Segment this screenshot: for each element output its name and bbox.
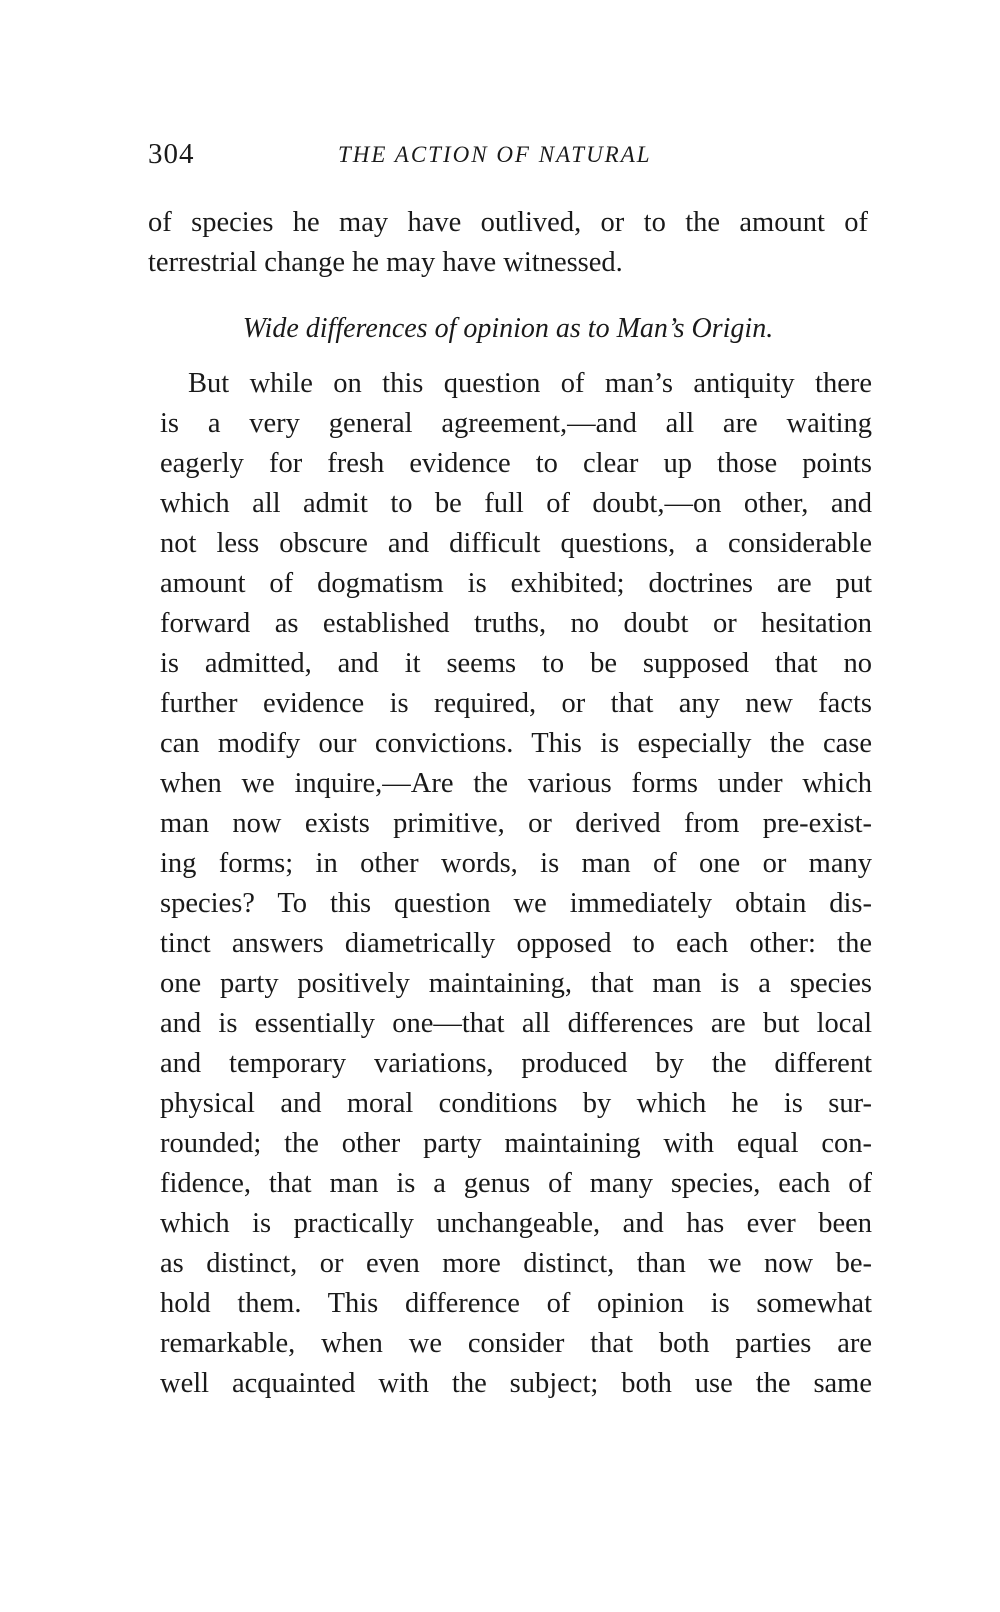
text-line: rounded; the other party maintaining with equal con- xyxy=(160,1128,872,1159)
section-heading: Wide differences of opinion as to Man’s Origin. xyxy=(242,313,774,344)
text-line: man now exists primitive, or derived from pre-exist- xyxy=(160,808,872,839)
text-line: amount of dogmatism is exhibited; doctrines are put xyxy=(160,568,872,599)
text-line: ing forms; in other words, is man of one or many xyxy=(160,848,872,879)
text-line: one party positively maintaining, that man is a species xyxy=(160,968,872,999)
text-line: well acquainted with the subject; both use the same xyxy=(160,1368,872,1399)
text-line: is admitted, and it seems to be supposed that no xyxy=(160,648,872,679)
text-line: and is essentially one—that all differences are but local xyxy=(160,1008,872,1039)
text-line: and temporary variations, produced by the different xyxy=(160,1048,872,1079)
text-line: as distinct, or even more distinct, than we now be- xyxy=(160,1248,872,1279)
text-line: which is practically unchangeable, and has ever been xyxy=(160,1208,872,1239)
continuation-text xyxy=(148,203,868,283)
running-title: THE ACTION OF NATURAL xyxy=(338,142,652,167)
page-number: 304 xyxy=(148,138,195,170)
text-line: remarkable, when we consider that both parties are xyxy=(160,1328,872,1359)
text-line: But while on this question of man’s antiquity there xyxy=(188,368,872,399)
running-head xyxy=(148,138,868,178)
text-line: of species he may have outlived, or to the amount of xyxy=(148,207,868,238)
text-line: terrestrial change he may have witnessed. xyxy=(148,247,623,278)
body-paragraph xyxy=(160,364,872,1404)
text-line: tinct answers diametrically opposed to each other: the xyxy=(160,928,872,959)
text-line: physical and moral conditions by which he is sur- xyxy=(160,1088,872,1119)
text-line: eagerly for fresh evidence to clear up those points xyxy=(160,448,872,479)
text-line: further evidence is required, or that any new facts xyxy=(160,688,872,719)
text-line: species? To this question we immediately obtain dis- xyxy=(160,888,872,919)
text-line: can modify our convictions. This is especially the case xyxy=(160,728,872,759)
text-line: forward as established truths, no doubt or hesitation xyxy=(160,608,872,639)
text-line: when we inquire,—Are the various forms under which xyxy=(160,768,872,799)
text-line: not less obscure and difficult questions, a considerable xyxy=(160,528,872,559)
text-line: fidence, that man is a genus of many species, each of xyxy=(160,1168,872,1199)
text-line: hold them. This difference of opinion is somewhat xyxy=(160,1288,872,1319)
text-line: which all admit to be full of doubt,—on other, and xyxy=(160,488,872,519)
text-line: is a very general agreement,—and all are waiting xyxy=(160,408,872,439)
